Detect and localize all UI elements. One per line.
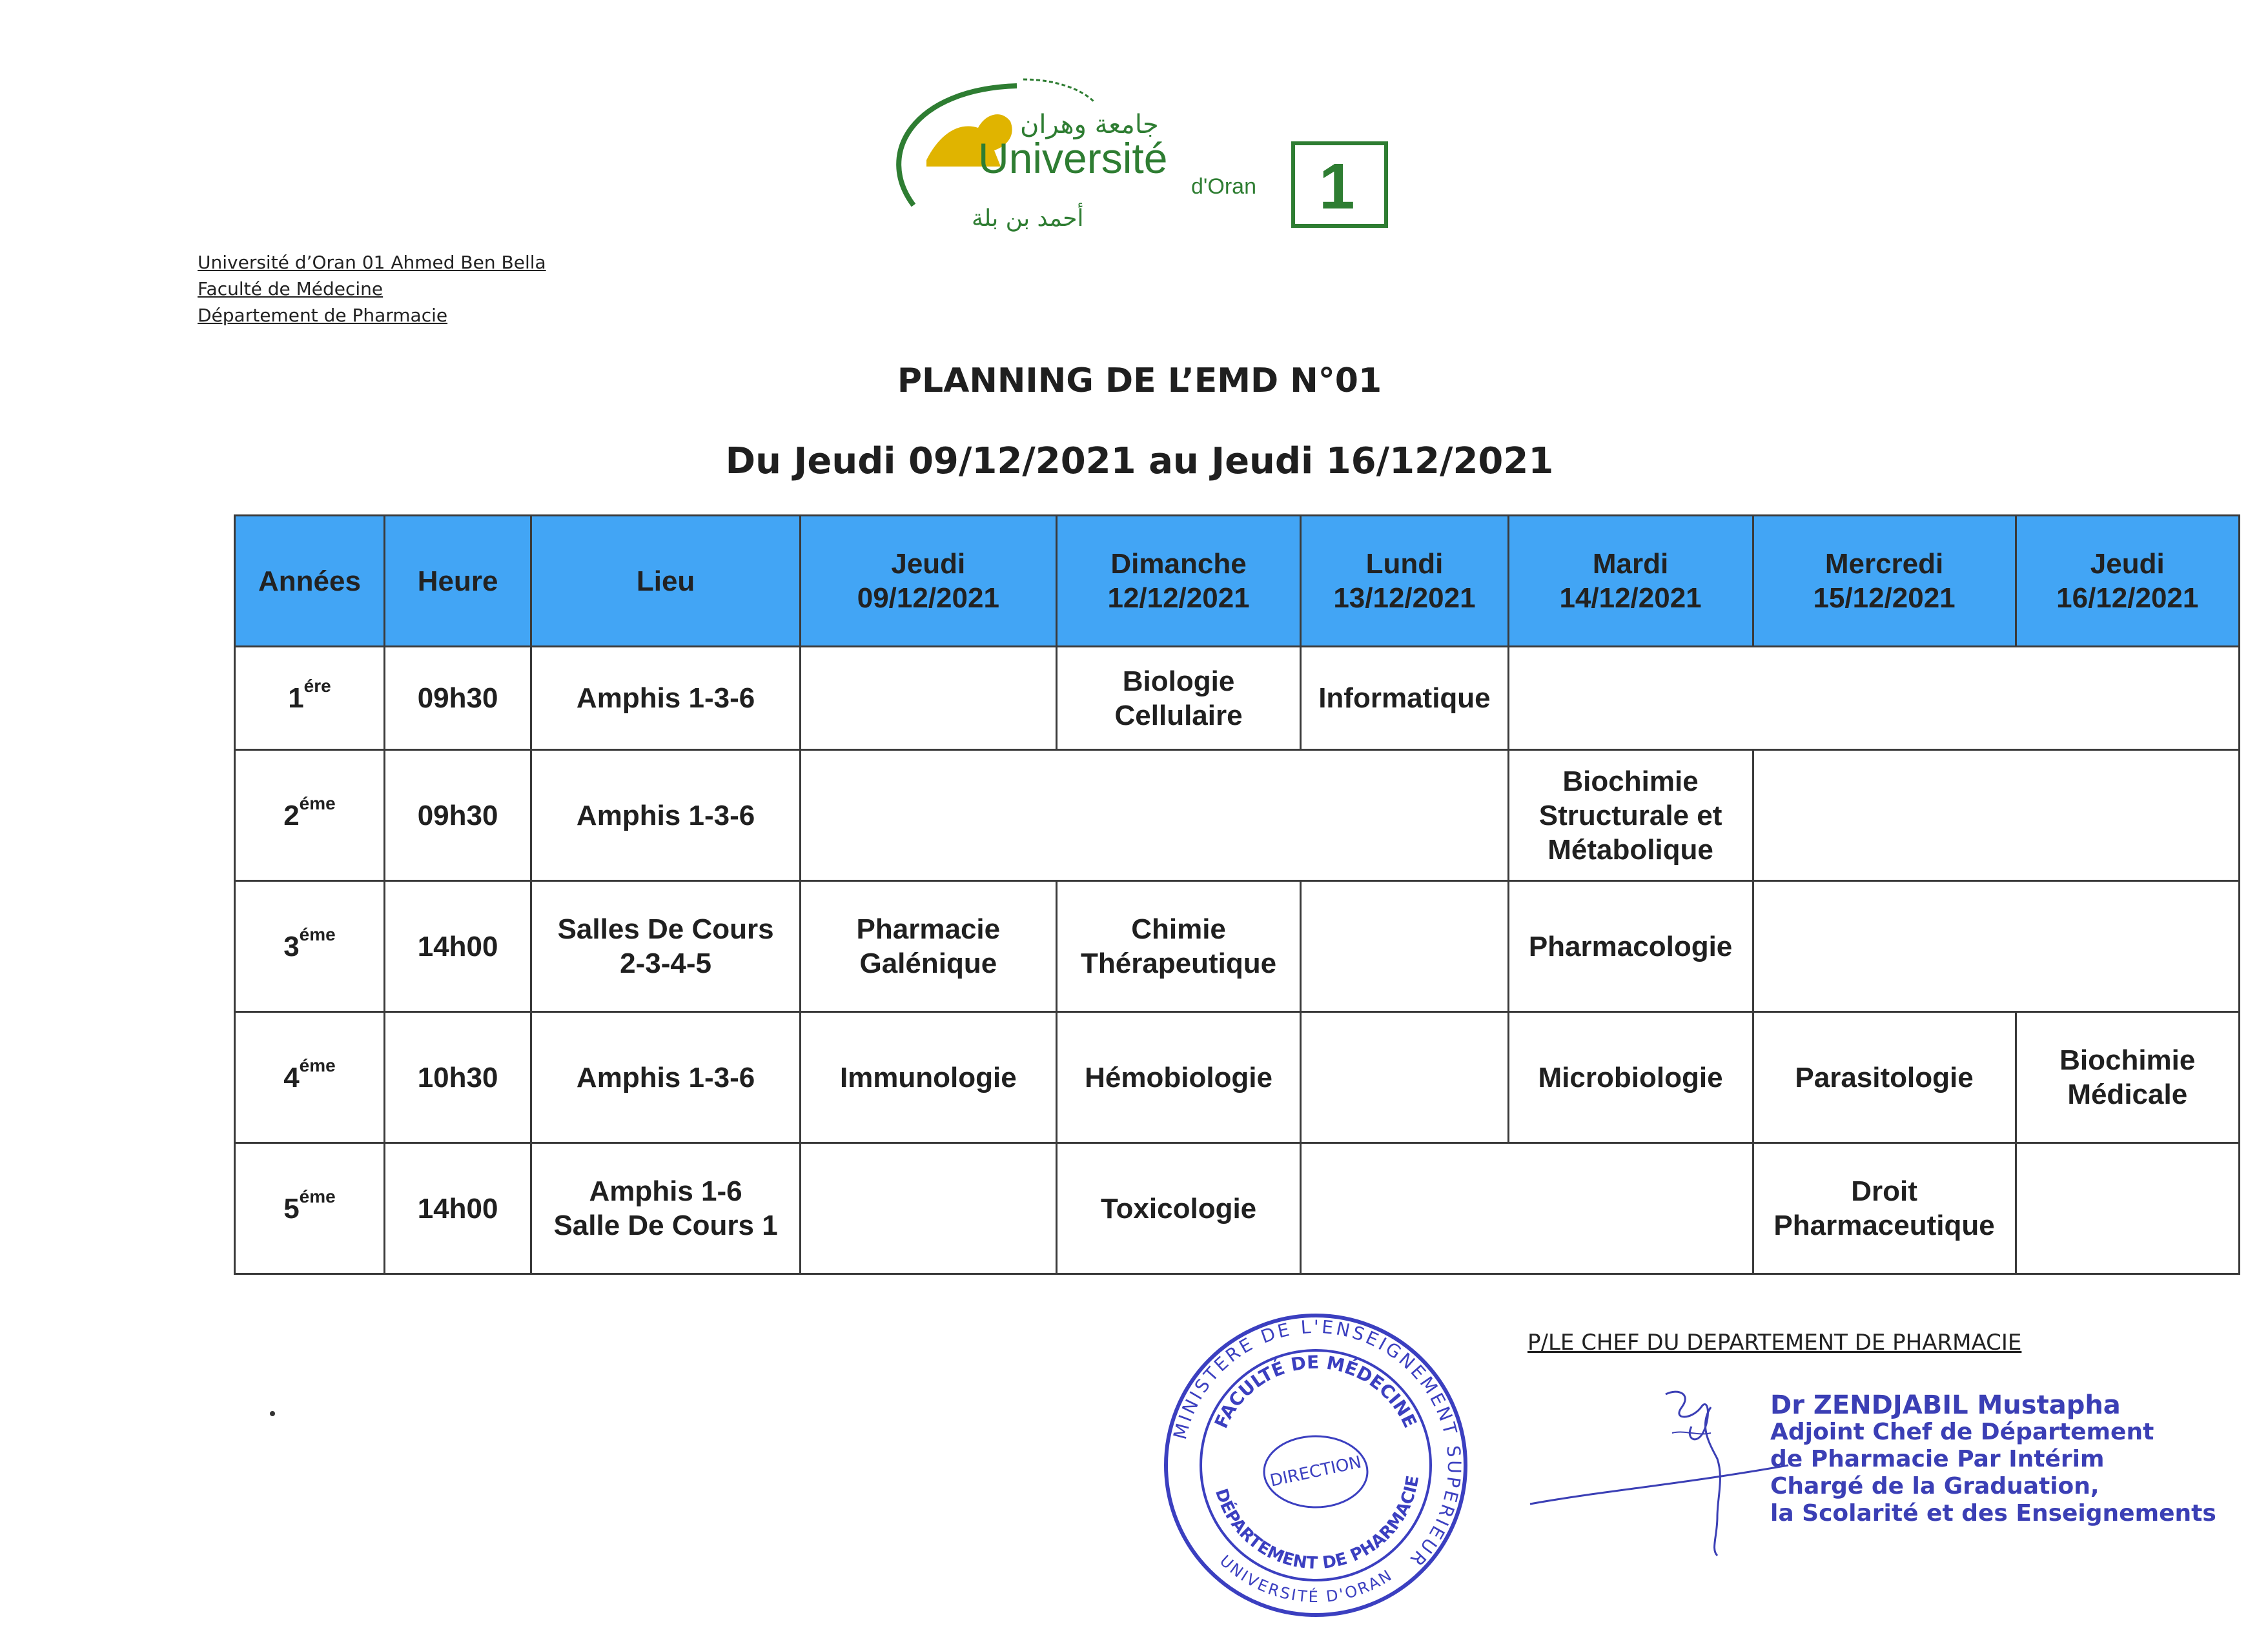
signatory-block xyxy=(1770,1392,2216,1527)
stamp-faculty-text: FACULTÉ DE MÉDECINE xyxy=(1210,1351,1421,1432)
col-dimanche: Dimanche 12/12/2021 xyxy=(1056,516,1301,647)
col-jeudi-2: Jeudi 16/12/2021 xyxy=(2016,516,2239,647)
empty-cell xyxy=(800,647,1056,750)
time-cell: 10h30 xyxy=(384,1012,531,1143)
empty-cell xyxy=(1301,1012,1508,1143)
stamp-outer-text: MINISTERE DE L'ENSEIGNEMENT SUPERIEUR xyxy=(1169,1316,1466,1572)
place-cell: Salles De Cours 2-3-4-5 xyxy=(531,881,801,1012)
header-row xyxy=(235,516,2240,647)
col-lieu: Lieu xyxy=(531,516,801,647)
exam-cell: Immunologie xyxy=(800,1012,1056,1143)
header-department: Département de Pharmacie xyxy=(198,305,448,326)
handwritten-signature xyxy=(1524,1368,1795,1562)
empty-cell xyxy=(1301,1143,1753,1274)
time-cell: 14h00 xyxy=(384,1143,531,1274)
exam-cell: Biochimie Médicale xyxy=(2016,1012,2239,1143)
table-row xyxy=(235,881,2240,1012)
col-annees: Années xyxy=(235,516,385,647)
header-faculty: Faculté de Médecine xyxy=(198,278,383,300)
signatory-role: de Pharmacie Par Intérim xyxy=(1770,1446,2105,1472)
year-cell: $5^{éme}$ xyxy=(235,1143,385,1274)
place-cell: Amphis 1-3-6 xyxy=(531,1012,801,1143)
empty-cell xyxy=(1753,881,2239,1012)
svg-text:DÉPARTEMENT DE PHARMACIE xyxy=(1211,1474,1423,1573)
empty-cell xyxy=(1753,750,2239,881)
col-mardi: Mardi 14/12/2021 xyxy=(1508,516,1753,647)
empty-cell xyxy=(1508,647,2239,750)
exam-cell: Microbiologie xyxy=(1508,1012,1753,1143)
date-range: Du Jeudi 09/12/2021 au Jeudi 16/12/2021 xyxy=(725,440,1554,482)
exam-schedule-table xyxy=(234,514,2240,1275)
signatory-title: P/LE CHEF DU DEPARTEMENT DE PHARMACIE xyxy=(1527,1330,2022,1356)
time-cell: 09h30 xyxy=(384,647,531,750)
empty-cell xyxy=(800,750,1508,881)
year-cell: $2^{éme}$ xyxy=(235,750,385,881)
exam-cell: Pharmacologie xyxy=(1508,881,1753,1012)
place-cell: Amphis 1-3-6 xyxy=(531,750,801,881)
col-heure: Heure xyxy=(384,516,531,647)
time-cell: 14h00 xyxy=(384,881,531,1012)
empty-cell xyxy=(800,1143,1056,1274)
logo-number: 1 xyxy=(1319,150,1355,223)
svg-text:FACULTÉ DE MÉDECINE xyxy=(1211,1352,1421,1432)
exam-cell: Hémobiologie xyxy=(1056,1012,1301,1143)
page-title: PLANNING DE L’EMD N°01 xyxy=(897,361,1382,400)
place-cell: Amphis 1-3-6 xyxy=(531,647,801,750)
signatory-role: la Scolarité et des Enseignements xyxy=(1770,1500,2216,1527)
exam-cell: Informatique xyxy=(1301,647,1508,750)
table-row xyxy=(235,1012,2240,1143)
col-lundi: Lundi 13/12/2021 xyxy=(1301,516,1508,647)
logo-arabic-top: جامعة وهران xyxy=(1020,110,1159,139)
exam-cell: Chimie Thérapeutique xyxy=(1056,881,1301,1012)
signatory-name: Dr ZENDJABIL Mustapha xyxy=(1770,1390,2121,1420)
exam-cell: Droit Pharmaceutique xyxy=(1753,1143,2016,1274)
department-stamp xyxy=(1161,1310,1471,1620)
table-row xyxy=(235,750,2240,881)
place-cell: Amphis 1-6 Salle De Cours 1 xyxy=(531,1143,801,1274)
logo-arabic-bottom: أحمد بن بلة xyxy=(972,205,1084,232)
col-jeudi-1: Jeudi 09/12/2021 xyxy=(800,516,1056,647)
signatory-role: Adjoint Chef de Département xyxy=(1770,1419,2154,1445)
stamp-university-text: UNIVERSITÉ D'ORAN xyxy=(1216,1551,1396,1607)
scan-speck xyxy=(270,1411,275,1416)
table-row xyxy=(235,1143,2240,1274)
col-mercredi: Mercredi 15/12/2021 xyxy=(1753,516,2016,647)
header-university: Université d’Oran 01 Ahmed Ben Bella xyxy=(198,252,546,273)
exam-cell: Toxicologie xyxy=(1056,1143,1301,1274)
exam-cell: Pharmacie Galénique xyxy=(800,881,1056,1012)
logo-name: Université xyxy=(978,134,1168,182)
stamp-center-text: DIRECTION xyxy=(1268,1452,1364,1491)
exam-cell: Biochimie Structurale et Métabolique xyxy=(1508,750,1753,881)
signatory-role: Chargé de la Graduation, xyxy=(1770,1473,2099,1499)
exam-cell: Parasitologie xyxy=(1753,1012,2016,1143)
stamp-department-text: DÉPARTEMENT DE PHARMACIE xyxy=(1211,1474,1424,1574)
empty-cell xyxy=(1301,881,1508,1012)
year-cell: $4^{éme}$ xyxy=(235,1012,385,1143)
year-cell: $3^{éme}$ xyxy=(235,881,385,1012)
empty-cell xyxy=(2016,1143,2239,1274)
table-row xyxy=(235,647,2240,750)
year-cell: $1^{ére}$ xyxy=(235,647,385,750)
logo-sub: d'Oran xyxy=(1191,174,1256,199)
time-cell: 09h30 xyxy=(384,750,531,881)
exam-cell: Biologie Cellulaire xyxy=(1056,647,1301,750)
